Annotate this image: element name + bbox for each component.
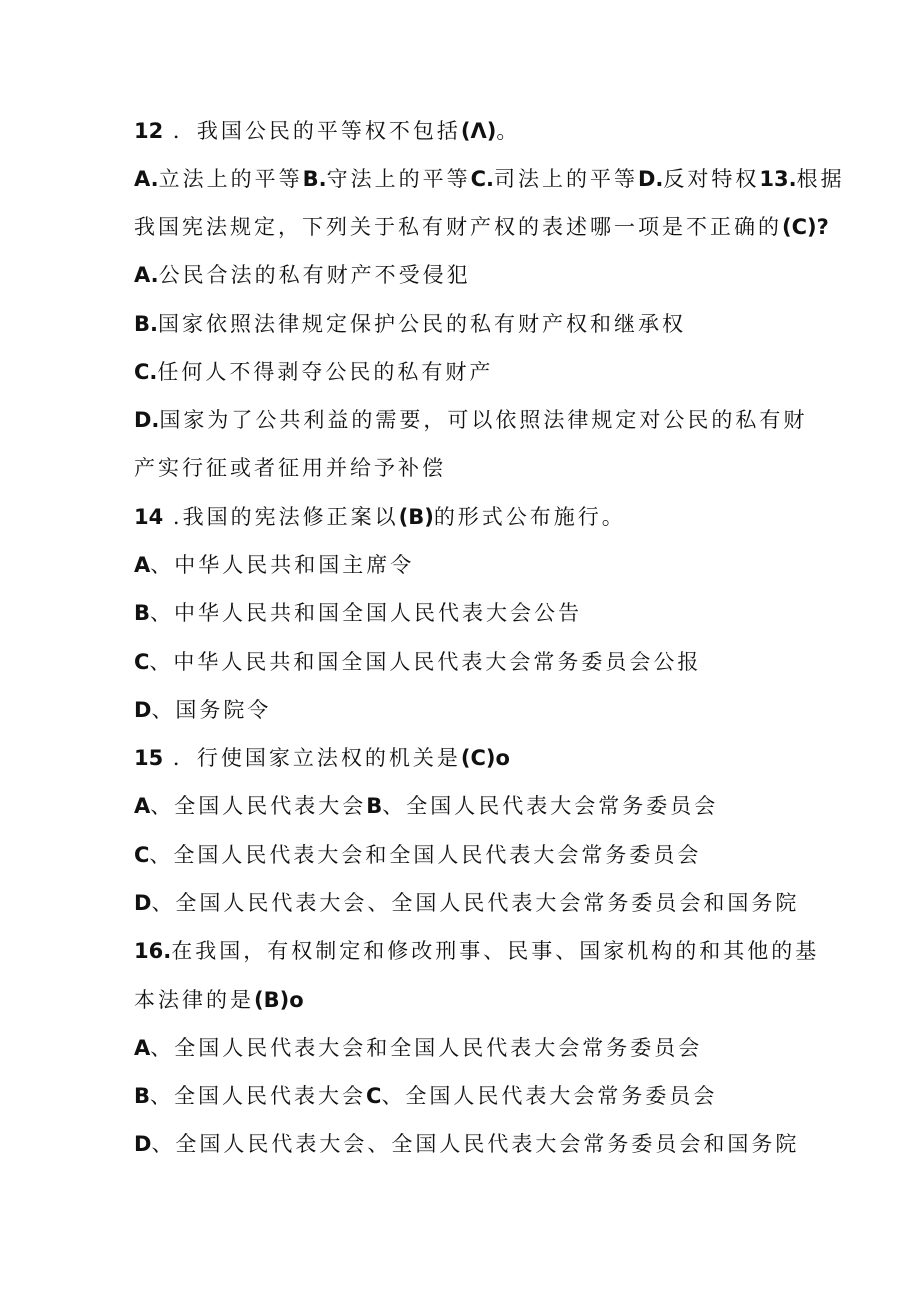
option-text: 、中华人民共和国主席令	[150, 553, 415, 577]
question-text: 的形式公布施行。	[433, 505, 626, 529]
option-key: C	[366, 1084, 382, 1108]
option-key: C	[134, 843, 150, 867]
option-text: 守法上的平等	[326, 167, 471, 191]
option-key: B	[134, 1084, 151, 1108]
question-end: 。	[496, 119, 521, 143]
option-text: 产实行征或者征用并给予补偿	[134, 456, 446, 480]
option-text: 、全国人民代表大会和全国人民代表大会常务委员会	[149, 843, 702, 867]
question-number: 14	[134, 505, 164, 529]
option-text: 司法上的平等	[494, 167, 638, 191]
question-number: 16.	[134, 939, 172, 963]
answer-key: (C)o	[460, 746, 510, 770]
option-text: 、全国人民代表大会、全国人民代表大会常务委员会和国务院	[151, 1132, 800, 1156]
question-13-option-d-cont	[134, 448, 794, 488]
question-13-option-a	[134, 255, 794, 295]
question-16-options-bc	[134, 1076, 794, 1116]
question-15-option-c	[134, 835, 794, 875]
question-14-option-d	[134, 690, 794, 730]
option-key: A.	[134, 167, 159, 191]
question-text: 在我国，有权制定和修改刑事、民事、国家机构的和其他的基	[171, 939, 820, 963]
question-16-stem	[134, 931, 820, 971]
question-16-option-a	[134, 1028, 794, 1068]
option-text: 反对特权	[663, 167, 760, 191]
question-14-option-c	[134, 642, 794, 682]
option-key: C.	[134, 360, 158, 384]
option-text: 、全国人民代表大会、全国人民代表大会常务委员会和国务院	[151, 891, 800, 915]
option-text: 国家依照法律规定保护公民的私有财产权和继承权	[157, 312, 686, 336]
question-number: 12	[134, 119, 164, 143]
question-text: ．行使国家立法权的机关是	[172, 746, 461, 770]
question-15-stem	[134, 738, 794, 778]
option-text: 、全国人民代表大会和全国人民代表大会常务委员会	[150, 1036, 703, 1060]
question-text: 根据	[796, 167, 845, 191]
question-14-option-b	[134, 593, 794, 633]
option-text: 、中华人民共和国全国人民代表大会常务委员会公报	[149, 650, 702, 674]
question-16-option-d	[134, 1124, 800, 1164]
question-14-option-a	[134, 545, 794, 585]
question-text: 本法律的是	[134, 988, 254, 1012]
question-text: ．我国公民的平等权不包括	[172, 119, 461, 143]
option-text: 立法上的平等	[158, 167, 303, 191]
question-13-option-d	[134, 400, 808, 440]
answer-key: (Λ)	[460, 119, 497, 143]
answer-key: (B)	[398, 505, 434, 529]
question-12-stem	[134, 111, 794, 151]
question-text: .我国的宪法修正案以	[172, 505, 399, 529]
option-key: B.	[134, 312, 158, 336]
option-key: A	[134, 794, 151, 818]
answer-key: (B)o	[254, 988, 304, 1012]
option-text: 、全国人民代表大会常务委员会	[382, 794, 719, 818]
question-number: 15	[134, 746, 164, 770]
option-text: 、全国人民代表大会常务委员会	[381, 1084, 718, 1108]
question-13-option-c	[134, 352, 794, 392]
question-15-options-ab	[134, 786, 794, 826]
question-13-option-b	[134, 304, 794, 344]
question-12-options-and-13-start	[134, 159, 845, 199]
option-text: 公民合法的私有财产不受侵犯	[158, 263, 471, 287]
option-key: C	[134, 650, 150, 674]
option-key: A	[134, 1036, 151, 1060]
question-14-stem	[134, 497, 794, 537]
option-text: 、全国人民代表大会	[150, 794, 367, 818]
option-key: B	[134, 601, 151, 625]
question-15-option-d	[134, 883, 800, 923]
question-number: 13.	[759, 167, 797, 191]
option-key: A.	[134, 263, 159, 287]
option-key: D.	[638, 167, 664, 191]
option-text: 、国务院令	[151, 698, 272, 722]
option-text: 任何人不得剥夺公民的私有财产	[157, 360, 494, 384]
option-text: 、全国人民代表大会	[150, 1084, 367, 1108]
option-key: B	[366, 794, 383, 818]
option-key: A	[134, 553, 151, 577]
question-16-stem-cont	[134, 980, 794, 1020]
option-key: D	[134, 891, 152, 915]
option-key: D	[134, 698, 152, 722]
question-13-stem	[134, 207, 829, 247]
option-key: B.	[302, 167, 327, 191]
option-key: C.	[470, 167, 494, 191]
option-key: D	[134, 1132, 152, 1156]
option-text: 国家为了公共利益的需要，可以依照法律规定对公民的私有财	[159, 408, 808, 432]
option-text: 、中华人民共和国全国人民代表大会公告	[150, 601, 583, 625]
question-text: 我国宪法规定，下列关于私有财产权的表述哪一项是不正确的	[134, 215, 782, 239]
option-key: D.	[134, 408, 160, 432]
answer-key: (C)?	[782, 215, 829, 239]
